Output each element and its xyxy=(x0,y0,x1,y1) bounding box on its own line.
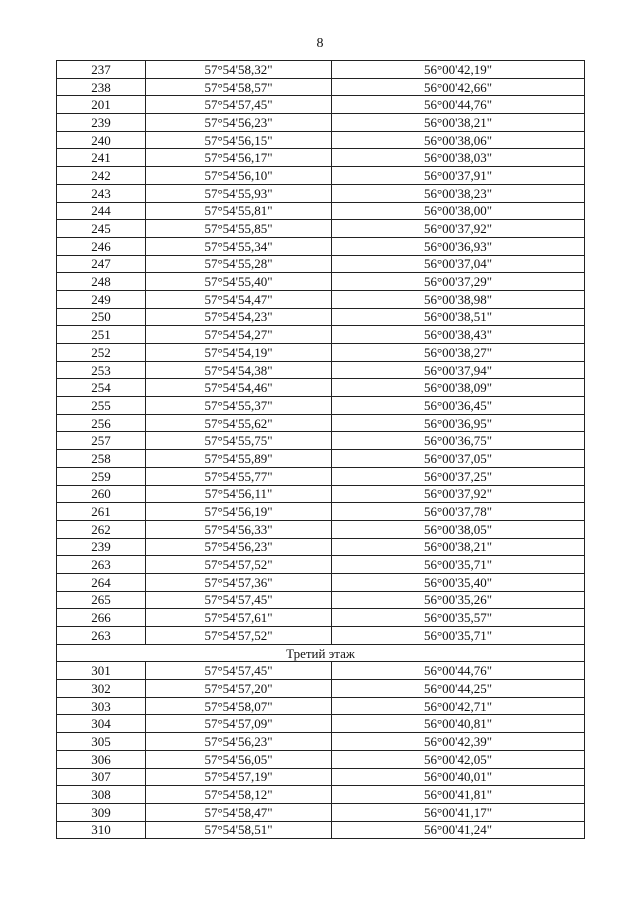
point-number-cell: 241 xyxy=(57,149,146,167)
point-number-cell: 308 xyxy=(57,786,146,804)
point-number-cell: 242 xyxy=(57,167,146,185)
longitude-cell: 56°00'37,04" xyxy=(332,255,585,273)
latitude-cell: 57°54'57,36" xyxy=(146,573,332,591)
table-row xyxy=(57,697,585,715)
table-row xyxy=(57,733,585,751)
point-number-cell: 252 xyxy=(57,344,146,362)
latitude-cell: 57°54'57,45" xyxy=(146,662,332,680)
table-row xyxy=(57,361,585,379)
table-row xyxy=(57,680,585,698)
latitude-cell: 57°54'55,75" xyxy=(146,432,332,450)
point-number-cell: 246 xyxy=(57,237,146,255)
point-number-cell: 253 xyxy=(57,361,146,379)
latitude-cell: 57°54'58,12" xyxy=(146,786,332,804)
point-number-cell: 307 xyxy=(57,768,146,786)
longitude-cell: 56°00'42,19" xyxy=(332,61,585,79)
point-number-cell: 260 xyxy=(57,485,146,503)
latitude-cell: 57°54'55,77" xyxy=(146,467,332,485)
longitude-cell: 56°00'35,40" xyxy=(332,573,585,591)
table-row xyxy=(57,379,585,397)
point-number-cell: 201 xyxy=(57,96,146,114)
table-row xyxy=(57,61,585,79)
longitude-cell: 56°00'38,06" xyxy=(332,131,585,149)
table-row xyxy=(57,432,585,450)
table-row xyxy=(57,538,585,556)
table-row xyxy=(57,237,585,255)
longitude-cell: 56°00'35,57" xyxy=(332,609,585,627)
point-number-cell: 261 xyxy=(57,503,146,521)
longitude-cell: 56°00'38,21" xyxy=(332,114,585,132)
table-row xyxy=(57,397,585,415)
point-number-cell: 266 xyxy=(57,609,146,627)
table-row xyxy=(57,609,585,627)
point-number-cell: 247 xyxy=(57,255,146,273)
longitude-cell: 56°00'35,71" xyxy=(332,627,585,645)
page-number: 8 xyxy=(316,36,324,51)
latitude-cell: 57°54'57,52" xyxy=(146,556,332,574)
table-row xyxy=(57,520,585,538)
table-row xyxy=(57,821,585,839)
table-row xyxy=(57,450,585,468)
table-row xyxy=(57,114,585,132)
latitude-cell: 57°54'56,23" xyxy=(146,538,332,556)
latitude-cell: 57°54'55,62" xyxy=(146,414,332,432)
latitude-cell: 57°54'56,23" xyxy=(146,114,332,132)
latitude-cell: 57°54'57,19" xyxy=(146,768,332,786)
table-row xyxy=(57,662,585,680)
latitude-cell: 57°54'56,05" xyxy=(146,750,332,768)
table-row xyxy=(57,290,585,308)
table-row xyxy=(57,556,585,574)
point-number-cell: 262 xyxy=(57,520,146,538)
longitude-cell: 56°00'37,91" xyxy=(332,167,585,185)
longitude-cell: 56°00'42,66" xyxy=(332,78,585,96)
table-row xyxy=(57,803,585,821)
longitude-cell: 56°00'40,81" xyxy=(332,715,585,733)
section-title: Третий этаж xyxy=(57,644,585,662)
table-row xyxy=(57,414,585,432)
longitude-cell: 56°00'38,51" xyxy=(332,308,585,326)
table-row xyxy=(57,149,585,167)
latitude-cell: 57°54'55,37" xyxy=(146,397,332,415)
point-number-cell: 265 xyxy=(57,591,146,609)
longitude-cell: 56°00'38,21" xyxy=(332,538,585,556)
point-number-cell: 306 xyxy=(57,750,146,768)
longitude-cell: 56°00'42,71" xyxy=(332,697,585,715)
longitude-cell: 56°00'36,75" xyxy=(332,432,585,450)
longitude-cell: 56°00'37,05" xyxy=(332,450,585,468)
latitude-cell: 57°54'54,38" xyxy=(146,361,332,379)
longitude-cell: 56°00'36,93" xyxy=(332,237,585,255)
longitude-cell: 56°00'44,25" xyxy=(332,680,585,698)
table-row xyxy=(57,220,585,238)
table-row xyxy=(57,308,585,326)
table-row xyxy=(57,573,585,591)
table-row xyxy=(57,344,585,362)
latitude-cell: 57°54'54,47" xyxy=(146,290,332,308)
table-row xyxy=(57,627,585,645)
latitude-cell: 57°54'58,07" xyxy=(146,697,332,715)
table-row xyxy=(57,167,585,185)
point-number-cell: 254 xyxy=(57,379,146,397)
point-number-cell: 245 xyxy=(57,220,146,238)
latitude-cell: 57°54'56,11" xyxy=(146,485,332,503)
point-number-cell: 239 xyxy=(57,538,146,556)
longitude-cell: 56°00'44,76" xyxy=(332,96,585,114)
longitude-cell: 56°00'36,95" xyxy=(332,414,585,432)
longitude-cell: 56°00'35,71" xyxy=(332,556,585,574)
latitude-cell: 57°54'58,57" xyxy=(146,78,332,96)
longitude-cell: 56°00'38,05" xyxy=(332,520,585,538)
point-number-cell: 255 xyxy=(57,397,146,415)
longitude-cell: 56°00'41,17" xyxy=(332,803,585,821)
latitude-cell: 57°54'55,89" xyxy=(146,450,332,468)
table-row xyxy=(57,131,585,149)
longitude-cell: 56°00'42,39" xyxy=(332,733,585,751)
longitude-cell: 56°00'38,23" xyxy=(332,184,585,202)
longitude-cell: 56°00'37,78" xyxy=(332,503,585,521)
latitude-cell: 57°54'57,52" xyxy=(146,627,332,645)
latitude-cell: 57°54'56,15" xyxy=(146,131,332,149)
table-row xyxy=(57,768,585,786)
longitude-cell: 56°00'37,92" xyxy=(332,485,585,503)
latitude-cell: 57°54'55,40" xyxy=(146,273,332,291)
latitude-cell: 57°54'55,93" xyxy=(146,184,332,202)
point-number-cell: 257 xyxy=(57,432,146,450)
latitude-cell: 57°54'55,28" xyxy=(146,255,332,273)
latitude-cell: 57°54'57,45" xyxy=(146,96,332,114)
point-number-cell: 264 xyxy=(57,573,146,591)
longitude-cell: 56°00'42,05" xyxy=(332,750,585,768)
latitude-cell: 57°54'55,34" xyxy=(146,237,332,255)
latitude-cell: 57°54'55,85" xyxy=(146,220,332,238)
table-row xyxy=(57,273,585,291)
latitude-cell: 57°54'56,33" xyxy=(146,520,332,538)
latitude-cell: 57°54'58,32" xyxy=(146,61,332,79)
point-number-cell: 244 xyxy=(57,202,146,220)
latitude-cell: 57°54'54,23" xyxy=(146,308,332,326)
point-number-cell: 256 xyxy=(57,414,146,432)
latitude-cell: 57°54'56,17" xyxy=(146,149,332,167)
point-number-cell: 250 xyxy=(57,308,146,326)
longitude-cell: 56°00'38,00" xyxy=(332,202,585,220)
latitude-cell: 57°54'54,46" xyxy=(146,379,332,397)
coordinates-table-body xyxy=(57,61,585,839)
table-row xyxy=(57,184,585,202)
table-row xyxy=(57,78,585,96)
latitude-cell: 57°54'57,45" xyxy=(146,591,332,609)
longitude-cell: 56°00'41,81" xyxy=(332,786,585,804)
point-number-cell: 248 xyxy=(57,273,146,291)
longitude-cell: 56°00'36,45" xyxy=(332,397,585,415)
section-header-row xyxy=(57,644,585,662)
table-row xyxy=(57,255,585,273)
longitude-cell: 56°00'37,94" xyxy=(332,361,585,379)
point-number-cell: 249 xyxy=(57,290,146,308)
latitude-cell: 57°54'57,09" xyxy=(146,715,332,733)
point-number-cell: 239 xyxy=(57,114,146,132)
table-row xyxy=(57,485,585,503)
longitude-cell: 56°00'35,26" xyxy=(332,591,585,609)
latitude-cell: 57°54'57,61" xyxy=(146,609,332,627)
latitude-cell: 57°54'54,19" xyxy=(146,344,332,362)
latitude-cell: 57°54'57,20" xyxy=(146,680,332,698)
table-row xyxy=(57,786,585,804)
longitude-cell: 56°00'38,27" xyxy=(332,344,585,362)
latitude-cell: 57°54'58,47" xyxy=(146,803,332,821)
point-number-cell: 302 xyxy=(57,680,146,698)
table-row xyxy=(57,96,585,114)
point-number-cell: 309 xyxy=(57,803,146,821)
latitude-cell: 57°54'58,51" xyxy=(146,821,332,839)
latitude-cell: 57°54'56,23" xyxy=(146,733,332,751)
point-number-cell: 243 xyxy=(57,184,146,202)
latitude-cell: 57°54'56,19" xyxy=(146,503,332,521)
table-row xyxy=(57,326,585,344)
point-number-cell: 258 xyxy=(57,450,146,468)
latitude-cell: 57°54'55,81" xyxy=(146,202,332,220)
table-row xyxy=(57,503,585,521)
point-number-cell: 263 xyxy=(57,556,146,574)
table-row xyxy=(57,202,585,220)
longitude-cell: 56°00'37,92" xyxy=(332,220,585,238)
longitude-cell: 56°00'37,29" xyxy=(332,273,585,291)
point-number-cell: 237 xyxy=(57,61,146,79)
point-number-cell: 303 xyxy=(57,697,146,715)
point-number-cell: 240 xyxy=(57,131,146,149)
coordinates-table xyxy=(56,60,585,839)
point-number-cell: 251 xyxy=(57,326,146,344)
longitude-cell: 56°00'40,01" xyxy=(332,768,585,786)
point-number-cell: 259 xyxy=(57,467,146,485)
point-number-cell: 238 xyxy=(57,78,146,96)
point-number-cell: 263 xyxy=(57,627,146,645)
point-number-cell: 310 xyxy=(57,821,146,839)
longitude-cell: 56°00'41,24" xyxy=(332,821,585,839)
table-row xyxy=(57,750,585,768)
longitude-cell: 56°00'38,09" xyxy=(332,379,585,397)
longitude-cell: 56°00'38,03" xyxy=(332,149,585,167)
longitude-cell: 56°00'44,76" xyxy=(332,662,585,680)
point-number-cell: 304 xyxy=(57,715,146,733)
longitude-cell: 56°00'37,25" xyxy=(332,467,585,485)
longitude-cell: 56°00'38,43" xyxy=(332,326,585,344)
point-number-cell: 301 xyxy=(57,662,146,680)
table-row xyxy=(57,715,585,733)
longitude-cell: 56°00'38,98" xyxy=(332,290,585,308)
latitude-cell: 57°54'56,10" xyxy=(146,167,332,185)
table-row xyxy=(57,467,585,485)
latitude-cell: 57°54'54,27" xyxy=(146,326,332,344)
point-number-cell: 305 xyxy=(57,733,146,751)
table-row xyxy=(57,591,585,609)
